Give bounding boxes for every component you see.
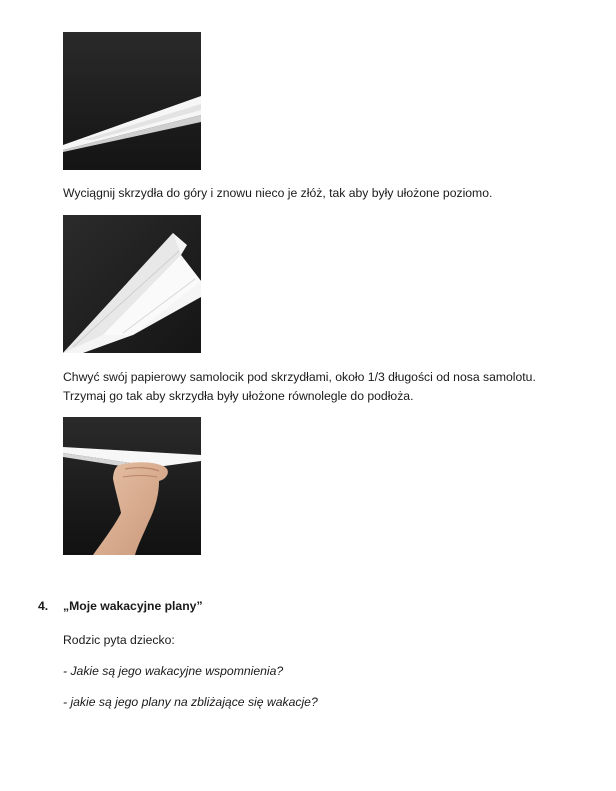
instruction-wings-up: Wyciągnij skrzydła do góry i znowu nieco je złóż, tak aby były ułożone poziomo.	[63, 186, 493, 200]
paper-plane-photo-2	[63, 215, 201, 353]
instruction-grip-line-1: Chwyć swój papierowy samolocik pod skrzydłami, około 1/3 długości od nosa samolotu.	[63, 370, 536, 384]
section-title: „Moje wakacyjne plany”	[63, 599, 203, 613]
hand-holding-plane-photo	[63, 417, 201, 555]
hand-holding-plane-illustration	[63, 417, 201, 555]
instruction-grip-line-2: Trzymaj go tak aby skrzydła były ułożone równolegle do podłoża.	[63, 389, 414, 403]
section-intro: Rodzic pyta dziecko:	[63, 633, 175, 647]
paper-plane-top-illustration	[63, 215, 201, 353]
question-plans: - jakie są jego plany na zbliżające się wakacje?	[63, 695, 318, 709]
section-number: 4.	[38, 599, 49, 613]
section-heading	[38, 599, 203, 613]
paper-plane-side-illustration	[63, 32, 201, 170]
question-memories: - Jakie są jego wakacyjne wspomnienia?	[63, 664, 284, 678]
paper-plane-photo-1	[63, 32, 201, 170]
